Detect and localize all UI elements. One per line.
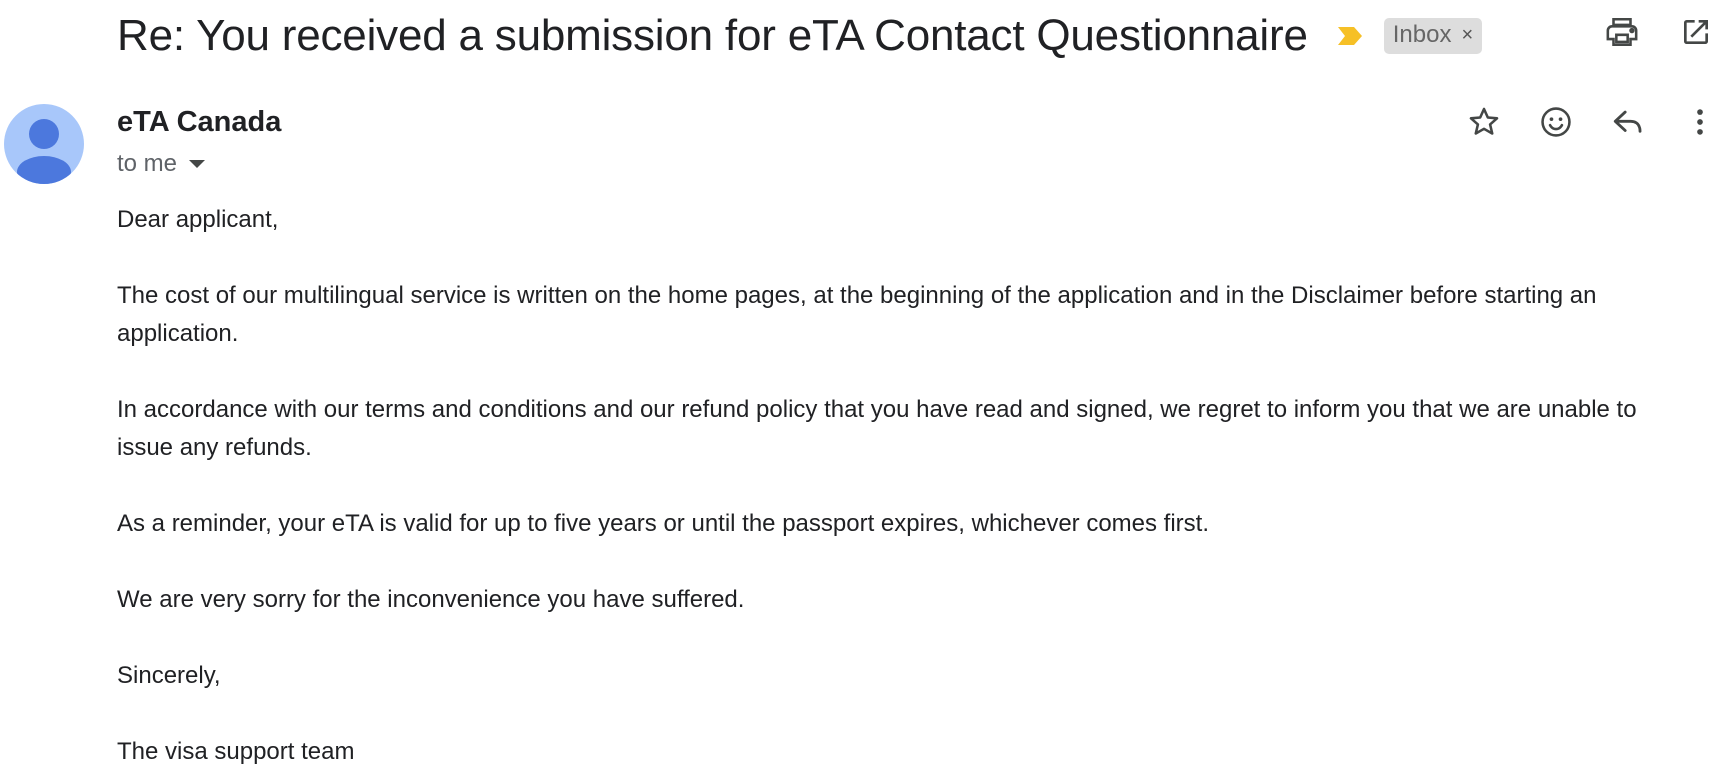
- open-in-new-window-icon[interactable]: [1678, 14, 1714, 50]
- body-paragraph: As a reminder, your eTA is valid for up to five years or until the passport expires, whichever comes first.: [117, 510, 1210, 537]
- person-icon: [4, 104, 84, 184]
- more-options-icon[interactable]: [1682, 104, 1718, 140]
- sender-name[interactable]: eTA Canada: [117, 106, 282, 138]
- inbox-label-chip[interactable]: [1384, 18, 1482, 54]
- thread-actions: [1604, 14, 1714, 50]
- reply-icon[interactable]: [1610, 104, 1646, 140]
- body-paragraph: In accordance with our terms and conditions and our refund policy that you have read and signed, we regret to inform you that we are unable to issue any refunds.: [117, 396, 1637, 461]
- body-paragraph: The cost of our multilingual service is written on the home pages, at the beginning of the application and in the Disclaimer before starting an application.: [117, 282, 1597, 347]
- show-details-chevron-down-icon[interactable]: [189, 160, 205, 168]
- remove-label-button[interactable]: ×: [1461, 23, 1474, 46]
- email-subject: Re: You received a submission for eTA Contact Questionnaire: [117, 11, 1308, 60]
- print-icon[interactable]: [1604, 14, 1640, 50]
- sender-avatar[interactable]: [4, 104, 84, 184]
- body-paragraph: The visa support team: [117, 738, 355, 765]
- star-icon[interactable]: [1466, 104, 1502, 140]
- subject-row: [117, 8, 1722, 64]
- body-paragraph: Dear applicant,: [117, 206, 279, 233]
- label-chip-text: Inbox: [1392, 21, 1452, 48]
- body-paragraph: We are very sorry for the inconvenience you have suffered.: [117, 586, 745, 613]
- email-body: [117, 201, 1697, 771]
- importance-marker-icon[interactable]: [1336, 24, 1364, 48]
- emoji-reaction-icon[interactable]: [1538, 104, 1574, 140]
- recipient-text: to me: [117, 150, 178, 177]
- body-paragraph: Sincerely,: [117, 662, 221, 689]
- message-actions: [1466, 104, 1718, 140]
- recipient-line: [117, 150, 205, 178]
